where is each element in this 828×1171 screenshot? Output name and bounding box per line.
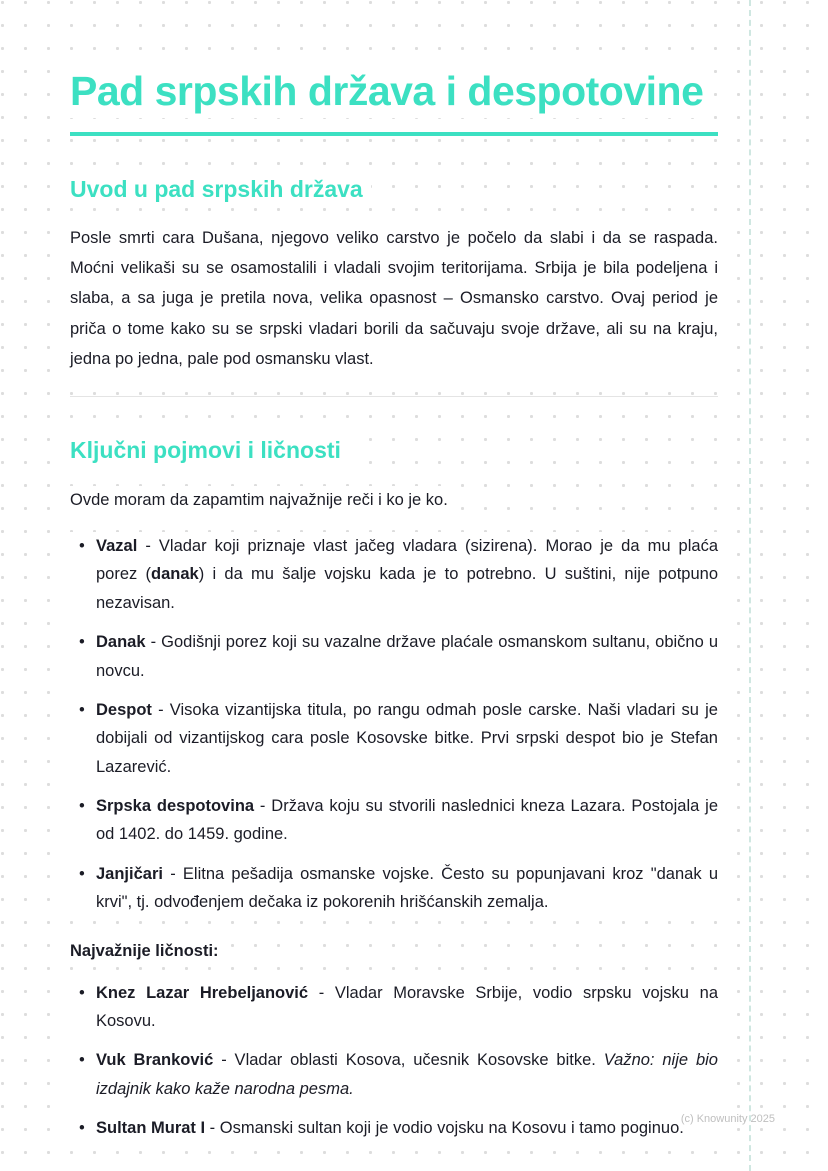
text-segment: Srpska despotovina	[96, 797, 255, 816]
list-item	[70, 860, 718, 917]
list-item	[70, 1114, 718, 1142]
text-segment: - Osmanski sultan koji je vodio vojsku na Kosovu i tamo poginuo.	[205, 1119, 684, 1138]
list-item	[70, 979, 718, 1036]
people-list	[70, 979, 718, 1143]
text-segment: - Vladar koji priznaje vlast jačeg vladara (sizirena). Morao je da mu plaća porez (	[96, 537, 718, 584]
text-segment: Vazal	[96, 537, 138, 556]
list-item	[70, 628, 718, 685]
text-segment: ) i da mu šalje vojsku kada je to potrebno. U suštini, nije potpuno nezavisan.	[96, 565, 719, 612]
title-underline	[70, 132, 718, 136]
section-heading-terms: Ključni pojmovi i ličnosti	[70, 437, 349, 464]
intro-paragraph: Posle smrti cara Dušana, njegovo veliko carstvo je počelo da slabi i da se raspada. Moćni velikaši su se osamostalili i vladali svojim teritorijama. Srbija je bila podeljena i slaba, a sa juga je pretila nova, velika opasnost – Osmansko carstvo. Ovaj period je priča o tome kako su se srpski vladari borili da sačuvaju svoje države, ali su na kraju, jedna po jedna, pale pod osmansku vlast.	[70, 223, 718, 374]
list-item	[70, 792, 718, 849]
people-subheading: Najvažnije ličnosti:	[70, 942, 225, 961]
text-segment: - Vladar oblasti Kosova, učesnik Kosovske bitke.	[213, 1051, 604, 1070]
section-heading-intro: Uvod u pad srpskih država	[70, 176, 371, 203]
page-title: Pad srpskih država i despotovine	[70, 64, 711, 118]
text-segment: Knez Lazar Hrebeljanović	[96, 983, 309, 1002]
text-segment: Važno: nije bio izdajnik kako kaže narodna pesma.	[96, 1051, 718, 1098]
text-segment: - Godišnji porez koji su vazalne države plaćale osmanskom sultanu, obično u novcu.	[96, 633, 718, 680]
text-segment: - Elitna pešadija osmanske vojske. Često su popunjavani kroz "danak u krvi", tj. odvođenjem dečaka iz pokorenih hrišćanskih zemalja.	[96, 864, 718, 912]
text-segment: Vuk Branković	[96, 1051, 214, 1070]
terms-intro-line: Ovde moram da zapamtim najvažnije reči i ko je ko.	[70, 486, 454, 514]
text-segment: Despot	[96, 700, 152, 719]
text-segment: Danak	[96, 633, 146, 652]
text-segment: - Visoka vizantijska titula, po rangu odmah posle carske. Naši vladari su je dobijali od vizantijskog cara posle Kosovske bitke. Prvi srpski despot bio je Stefan Lazarević.	[96, 700, 718, 776]
list-item	[70, 1046, 718, 1103]
text-segment: Janjičari	[96, 864, 163, 883]
footer-credit: (c) Knowunity 2025	[680, 1113, 775, 1125]
list-item	[70, 532, 718, 617]
terms-list	[70, 532, 718, 917]
list-item	[70, 696, 718, 781]
text-segment: - Država koju su stvorili naslednici kneza Lazara. Postojala je od 1402. do 1459. godine.	[96, 797, 718, 844]
section-divider	[70, 396, 718, 397]
text-segment: Sultan Murat I	[96, 1119, 206, 1138]
text-segment: - Vladar Moravske Srbije, vodio srpsku vojsku na Kosovu.	[96, 983, 718, 1030]
text-segment: danak	[151, 565, 199, 584]
